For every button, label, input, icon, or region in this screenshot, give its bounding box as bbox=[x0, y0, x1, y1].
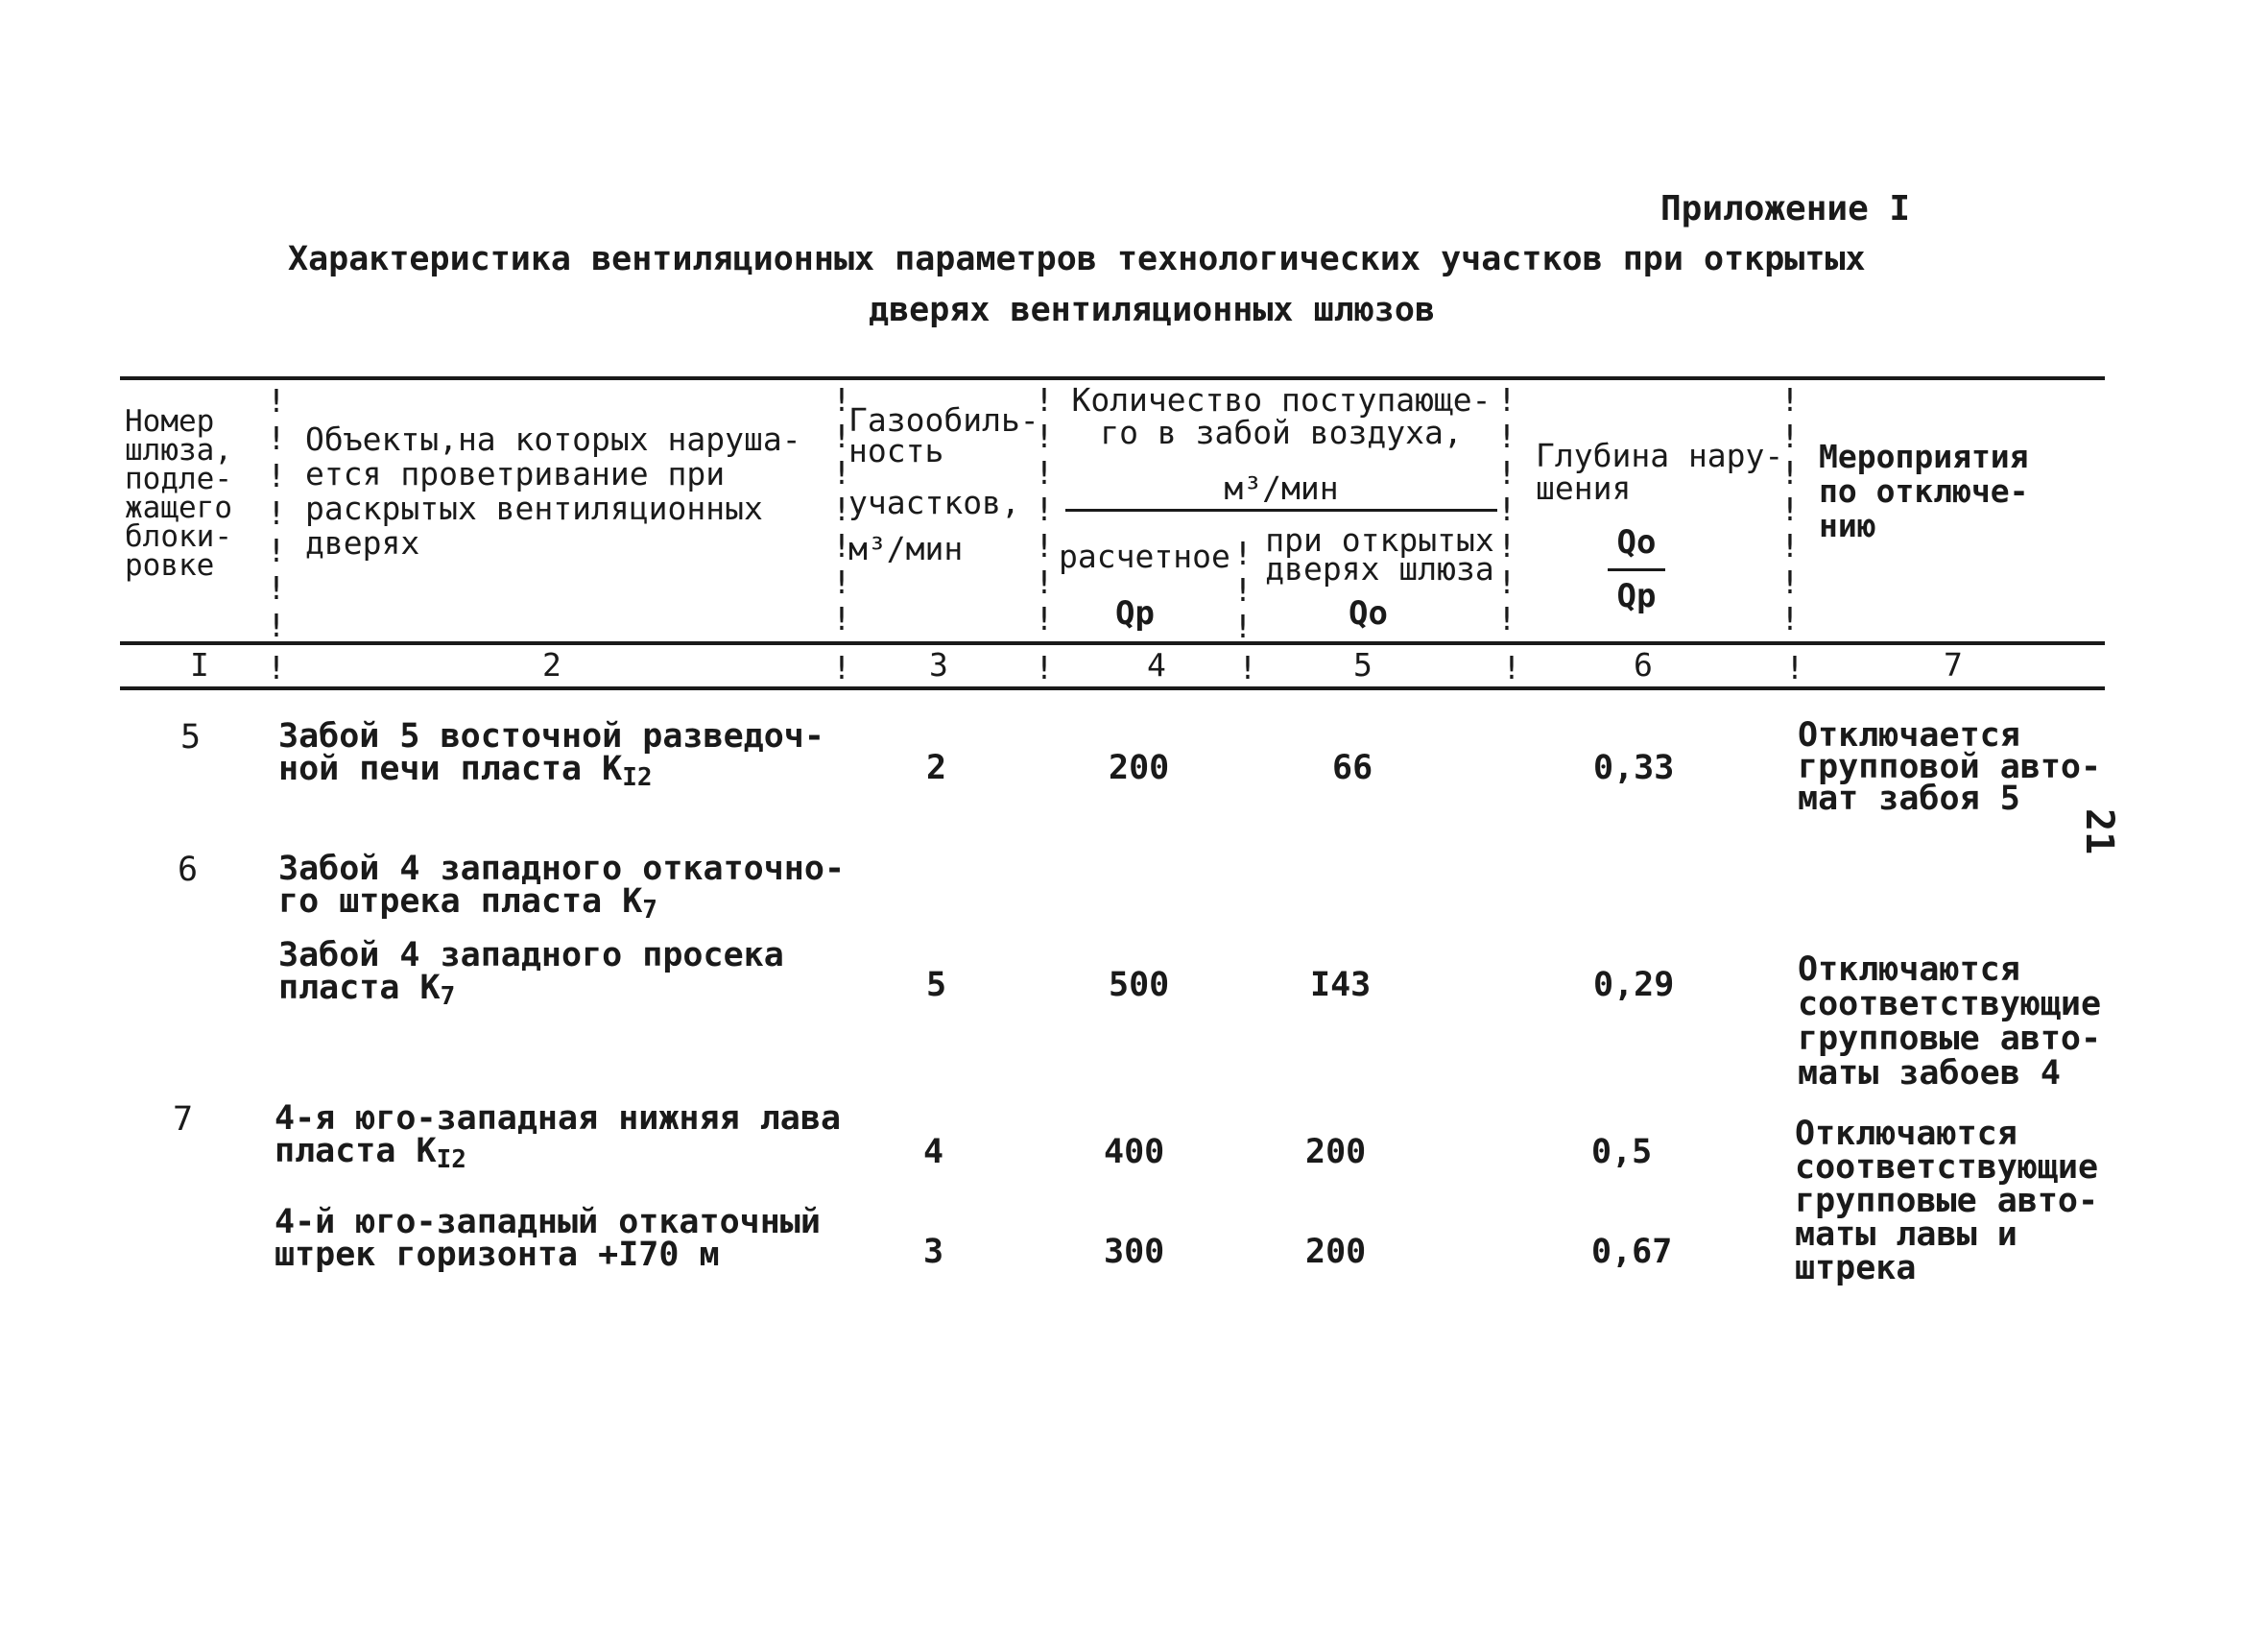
row-object-line: Забой 4 западного откаточно- bbox=[278, 850, 846, 888]
colnum-separator: ! bbox=[1035, 649, 1054, 686]
header-air-quantity bbox=[1056, 381, 1507, 451]
row-measure-line: групповые авто- bbox=[1798, 1020, 2102, 1058]
header-col6-denominator: Qр bbox=[1616, 577, 1657, 615]
colnum-5: 5 bbox=[1353, 646, 1373, 684]
table-top-rule bbox=[120, 376, 2105, 380]
row-object-a bbox=[275, 1099, 842, 1176]
row-gas: 3 bbox=[923, 1233, 944, 1271]
separator-col4: ! ! ! bbox=[1233, 535, 1253, 645]
row-gas: 4 bbox=[923, 1133, 944, 1171]
row-object-subscript: 7 bbox=[440, 982, 456, 1011]
header-air-unit: м³/мин bbox=[1224, 469, 1339, 507]
colnum-bottom-rule bbox=[120, 686, 2105, 690]
header-col2-line: Объекты,на которых наруша- bbox=[305, 421, 801, 458]
header-col4-symbol: Qр bbox=[1115, 594, 1155, 633]
row-measure bbox=[1795, 1117, 2098, 1286]
header-col2-line: раскрытых вентиляционных bbox=[305, 490, 763, 527]
separator-col1: ! ! ! ! ! ! ! bbox=[267, 382, 286, 644]
row-measure bbox=[1798, 716, 2102, 818]
header-bottom-rule bbox=[120, 641, 2105, 645]
unit-underline bbox=[1065, 509, 1497, 512]
row-open: 66 bbox=[1332, 749, 1373, 787]
row-object-text: пласта К bbox=[278, 969, 441, 1007]
colnum-3: 3 bbox=[929, 646, 948, 684]
colnum-7: 7 bbox=[1944, 646, 1963, 684]
header-col7-line: Мероприятия bbox=[1819, 438, 2029, 475]
row-measure-line: соответствующие bbox=[1795, 1148, 2099, 1187]
header-col5-line: при открытых bbox=[1265, 521, 1494, 559]
row-object-text: го штрека пласта К bbox=[278, 882, 643, 921]
header-col5-symbol: Qо bbox=[1349, 594, 1388, 633]
row-gas: 5 bbox=[926, 966, 947, 1004]
row-lock-number: 7 bbox=[173, 1100, 194, 1139]
row-object-line bbox=[278, 969, 784, 1013]
header-col6-fraction-bar bbox=[1608, 568, 1665, 571]
row-measure-line: маты лавы и bbox=[1795, 1215, 2017, 1254]
colnum-1: I bbox=[190, 646, 209, 684]
colnum-6: 6 bbox=[1634, 646, 1653, 684]
header-col6-numerator: Qо bbox=[1616, 523, 1657, 562]
appendix-label: Приложение I bbox=[1660, 189, 1911, 228]
row-open: 200 bbox=[1305, 1133, 1367, 1171]
row-open: 200 bbox=[1305, 1233, 1367, 1271]
header-air-line: го в забой воздуха, bbox=[1100, 414, 1463, 451]
row-object-b bbox=[275, 1203, 821, 1274]
row-measure bbox=[1798, 952, 2101, 1091]
row-measure-line: групповой авто- bbox=[1798, 748, 2102, 786]
header-air-line: Количество поступающе- bbox=[1071, 381, 1492, 419]
title-line-2: дверях вентиляционных шлюзов bbox=[869, 291, 1436, 329]
row-calc: 400 bbox=[1104, 1133, 1165, 1171]
row-measure-line: Отключаются bbox=[1798, 950, 2020, 989]
header-col2-line: ется проветривание при bbox=[305, 455, 726, 493]
row-measure-line: штрека bbox=[1795, 1249, 1917, 1287]
row-object-line: Забой 5 восточной разведоч- bbox=[278, 717, 824, 756]
colnum-4: 4 bbox=[1147, 646, 1166, 684]
row-measure-line: Отключается bbox=[1798, 716, 2020, 755]
colnum-separator: ! bbox=[1502, 649, 1521, 686]
header-col3-line: Газообиль- bbox=[848, 401, 1039, 439]
title-line-1: Характеристика вентиляционных параметров технологических участков при открытых bbox=[288, 240, 1866, 278]
separator-col2: ! ! ! ! ! ! ! bbox=[832, 381, 851, 637]
row-measure-line: мат забоя 5 bbox=[1798, 780, 2020, 818]
colnum-separator: ! bbox=[267, 649, 286, 686]
header-col1 bbox=[125, 404, 232, 583]
row-object-line bbox=[275, 1132, 841, 1176]
header-col1-line: подле- bbox=[125, 462, 232, 496]
header-col2-line: дверях bbox=[305, 524, 420, 562]
row-object-line bbox=[278, 750, 824, 794]
separator-col3: ! ! ! ! ! ! ! bbox=[1035, 381, 1054, 637]
separator-col5: ! ! ! ! ! ! ! bbox=[1497, 381, 1516, 637]
row-open: I43 bbox=[1310, 966, 1372, 1004]
row-lock-number: 5 bbox=[180, 718, 202, 757]
colnum-2: 2 bbox=[542, 646, 561, 684]
row-object-text: пласта К bbox=[275, 1132, 437, 1170]
row-object-text: ной печи пласта К bbox=[278, 750, 623, 788]
header-col3 bbox=[848, 403, 1039, 566]
header-col1-line: шлюза, bbox=[125, 433, 232, 468]
row-lock-number: 6 bbox=[178, 851, 199, 889]
header-col7-line: по отключе- bbox=[1819, 472, 2029, 510]
colnum-separator: ! bbox=[1238, 649, 1257, 686]
row-object-line bbox=[278, 882, 845, 926]
row-calc: 500 bbox=[1109, 966, 1170, 1004]
header-col2 bbox=[305, 422, 801, 561]
colnum-separator: ! bbox=[832, 649, 851, 686]
header-col5 bbox=[1257, 521, 1502, 588]
row-object-line: 4-й юго-западный откаточный bbox=[275, 1203, 821, 1241]
header-col6-line: шения bbox=[1536, 469, 1632, 507]
header-col5-line: дверях шлюза bbox=[1265, 550, 1494, 588]
row-depth: 0,5 bbox=[1591, 1133, 1653, 1171]
row-object-line: 4-я юго-западная нижняя лава bbox=[275, 1099, 842, 1138]
header-col1-line: ровке bbox=[125, 548, 215, 583]
header-col1-line: Номер bbox=[125, 404, 215, 439]
row-object-subscript: 7 bbox=[642, 896, 657, 925]
header-col3-line: м³/мин bbox=[848, 530, 964, 567]
header-col4-label: расчетное bbox=[1059, 538, 1230, 575]
row-measure-line: маты забоев 4 bbox=[1798, 1054, 2061, 1093]
row-object-a bbox=[278, 850, 846, 926]
row-depth: 0,33 bbox=[1593, 749, 1675, 787]
row-gas: 2 bbox=[926, 749, 947, 787]
header-col7-line: нию bbox=[1819, 507, 1876, 544]
row-measure-line: групповые авто- bbox=[1795, 1182, 2099, 1220]
row-measure-line: соответствующие bbox=[1798, 985, 2102, 1023]
row-calc: 300 bbox=[1104, 1233, 1165, 1271]
row-measure-line: Отключаются bbox=[1795, 1115, 2017, 1153]
header-col6-line: Глубина нару- bbox=[1536, 437, 1784, 474]
page-number: 21 bbox=[2077, 808, 2121, 855]
header-col1-line: блоки- bbox=[125, 519, 232, 554]
row-object-subscript: I2 bbox=[436, 1145, 466, 1174]
row-depth: 0,29 bbox=[1593, 966, 1675, 1004]
header-col7 bbox=[1819, 440, 2029, 543]
row-object bbox=[278, 717, 824, 794]
row-object-line: штрек горизонта +I70 м bbox=[275, 1236, 720, 1274]
row-depth: 0,67 bbox=[1591, 1233, 1673, 1271]
header-col1-line: жащего bbox=[125, 491, 232, 525]
row-object-subscript: I2 bbox=[622, 763, 653, 792]
header-col3-line: ность bbox=[848, 432, 944, 469]
row-object-line: Забой 4 западного просека bbox=[278, 936, 784, 974]
colnum-separator: ! bbox=[1785, 649, 1804, 686]
header-col6 bbox=[1536, 437, 1784, 507]
separator-col6: ! ! ! ! ! ! ! bbox=[1780, 381, 1800, 637]
row-calc: 200 bbox=[1109, 749, 1170, 787]
header-col3-line: участков, bbox=[848, 484, 1020, 521]
row-object-b bbox=[278, 936, 784, 1013]
